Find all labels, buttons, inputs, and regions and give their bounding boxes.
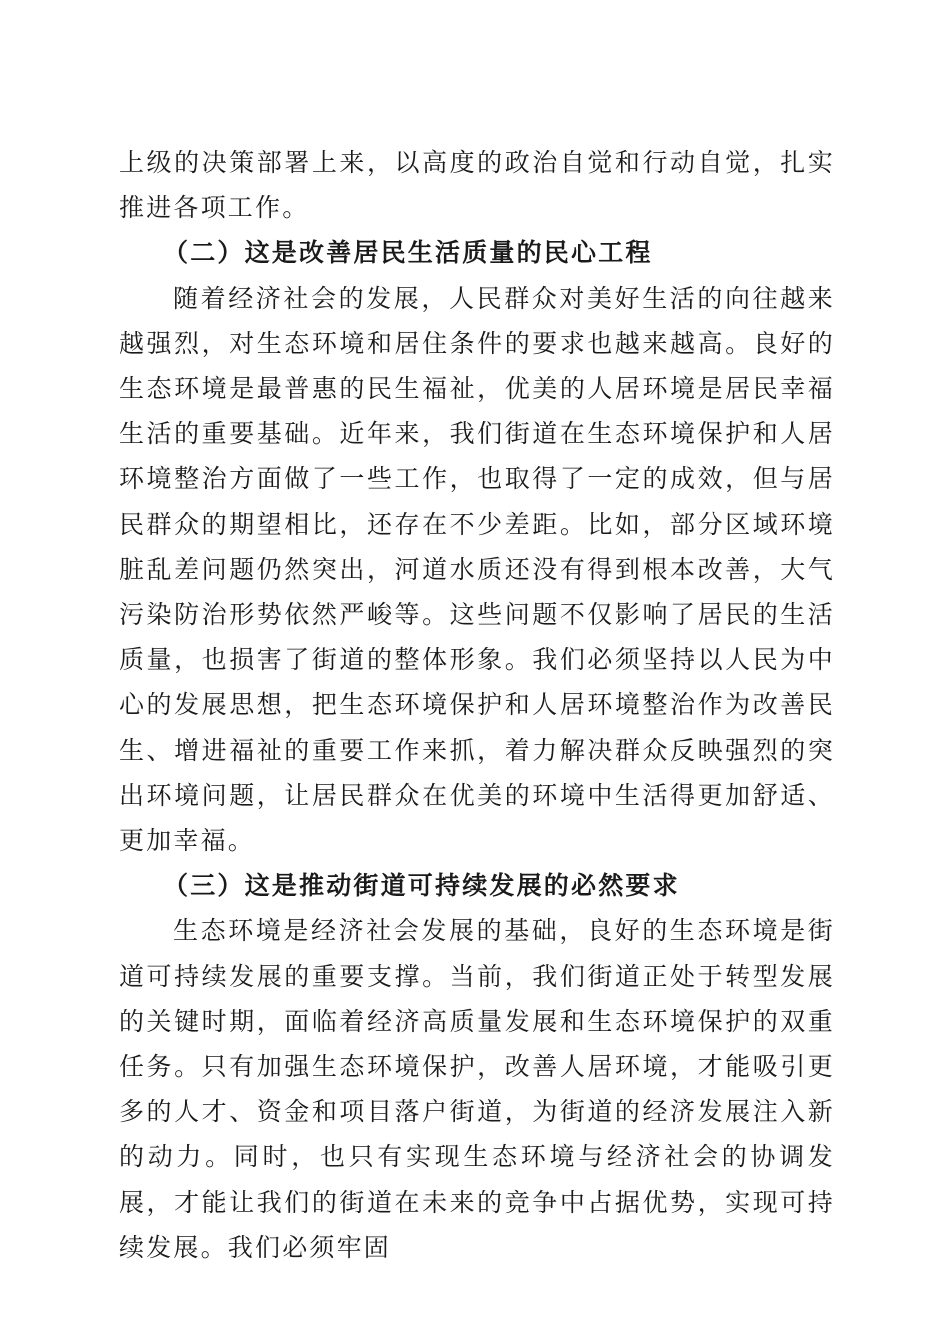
section-paragraph-2: 随着经济社会的发展，人民群众对美好生活的向往越来越强烈，对生态环境和居住条件的要求也越来越高。良好的生态环境是最普惠的民生福祉，优美的人居环境是居民幸福生活的重要基础。近年来，我们街道在生态环境保护和人居环境整治方面做了一些工作，也取得了一定的成效，但与居民群众的期望相比，还存在不少差距。比如，部分区域环境脏乱差问题仍然突出，河道水质还没有得到根本改善，大气污染防治形势依然严峻等。这些问题不仅影响了居民的生活质量，也损害了街道的整体形象。我们必须坚持以人民为中心的发展思想，把生态环境保护和人居环境整治作为改善民生、增进福祉的重要工作来抓，着力解决群众反映强烈的突出环境问题，让居民群众在优美的环境中生活得更加舒适、更加幸福。 — [119, 283, 835, 856]
section-paragraph-3: 生态环境是经济社会发展的基础，良好的生态环境是街道可持续发展的重要支撑。当前，我们街道正处于转型发展的关键时期，面临着经济高质量发展和生态环境保护的双重任务。只有加强生态环境保护，改善人居环境，才能吸引更多的人才、资金和项目落户街道，为街道的经济发展注入新的动力。同时，也只有实现生态环境与经济社会的协调发展，才能让我们的街道在未来的竞争中占据优势，实现可持续发展。我们必须牢固 — [119, 916, 835, 1262]
document-body — [119, 140, 835, 1270]
continuation-paragraph: 上级的决策部署上来，以高度的政治自觉和行动自觉，扎实推进各项工作。 — [119, 148, 835, 223]
section-heading-2: （二）这是改善居民生活质量的民心工程 — [163, 238, 653, 268]
section-heading-3: （三）这是推动街道可持续发展的必然要求 — [163, 871, 680, 901]
